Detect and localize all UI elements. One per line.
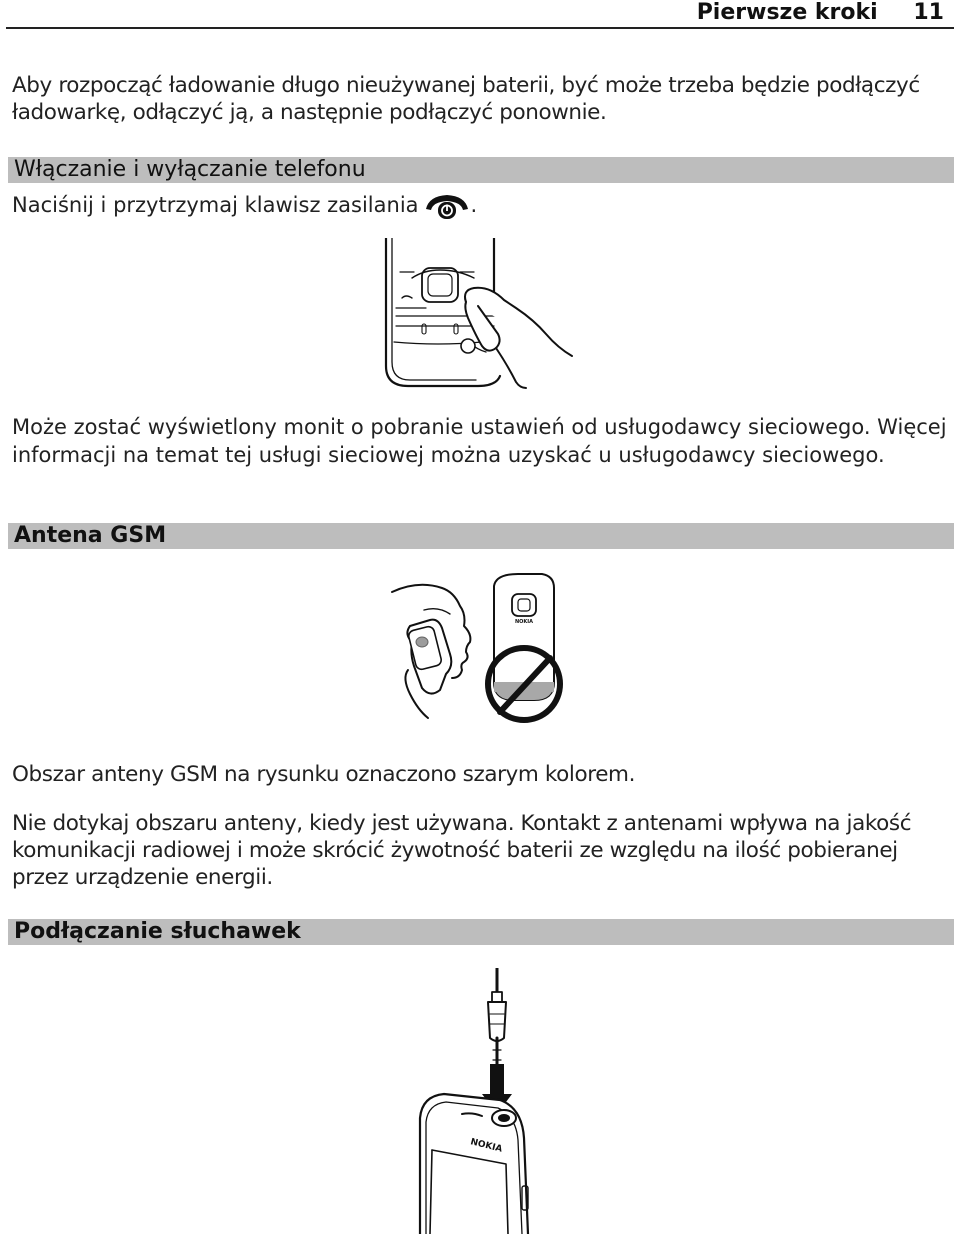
power-instruction: [12, 190, 952, 220]
header-text: [697, 0, 944, 26]
section-heading-antenna: Antena GSM: [14, 523, 167, 548]
header-title: Pierwsze kroki: [696, 0, 878, 25]
section-heading-bar: [8, 919, 954, 945]
section-heading-bar: [8, 157, 954, 183]
section-heading-headset: Podłączanie słuchawek: [14, 919, 301, 944]
power-instruction-text: Naciśnij i przytrzymaj klawisz zasilania: [12, 193, 419, 217]
section-heading-power: Włączanie i wyłączanie telefonu: [14, 157, 366, 182]
antenna-illustration: [388, 570, 578, 730]
phone-brand-label: NOKIA: [514, 619, 534, 625]
headset-illustration: [410, 968, 560, 1234]
antenna-caption: Obszar anteny GSM na rysunku oznaczono szarym kolorem.: [12, 762, 636, 787]
phone-power-key-illustration: [378, 238, 578, 390]
antenna-warning: Nie dotykaj obszaru anteny, kiedy jest używana. Kontakt z antenami wpływa na jakość komunikacji radiowej i może skrócić żywotność baterii ze względu na ilość pobieranej przez urządzenie energii.: [12, 811, 912, 890]
intro-paragraph: Aby rozpocząć ładowanie długo nieużywanej baterii, być może trzeba będzie podłączyć ładowarkę, odłączyć ją, a następnie podłączyć ponownie.: [12, 73, 920, 125]
header-rule: [6, 27, 954, 29]
page-header: [0, 0, 960, 34]
headset-phone-brand-label: NOKIA: [469, 1137, 504, 1155]
section-heading-bar: [8, 523, 954, 549]
power-key-icon: [423, 192, 471, 220]
page-number: 11: [913, 0, 944, 25]
power-instruction-end: .: [470, 193, 478, 217]
power-note: Może zostać wyświetlony monit o pobranie ustawień od usługodawcy sieciowego. Więcej informacji na temat tej usługi sieciowej można uzyskać u usługodawcy sieciowego.: [12, 415, 947, 467]
